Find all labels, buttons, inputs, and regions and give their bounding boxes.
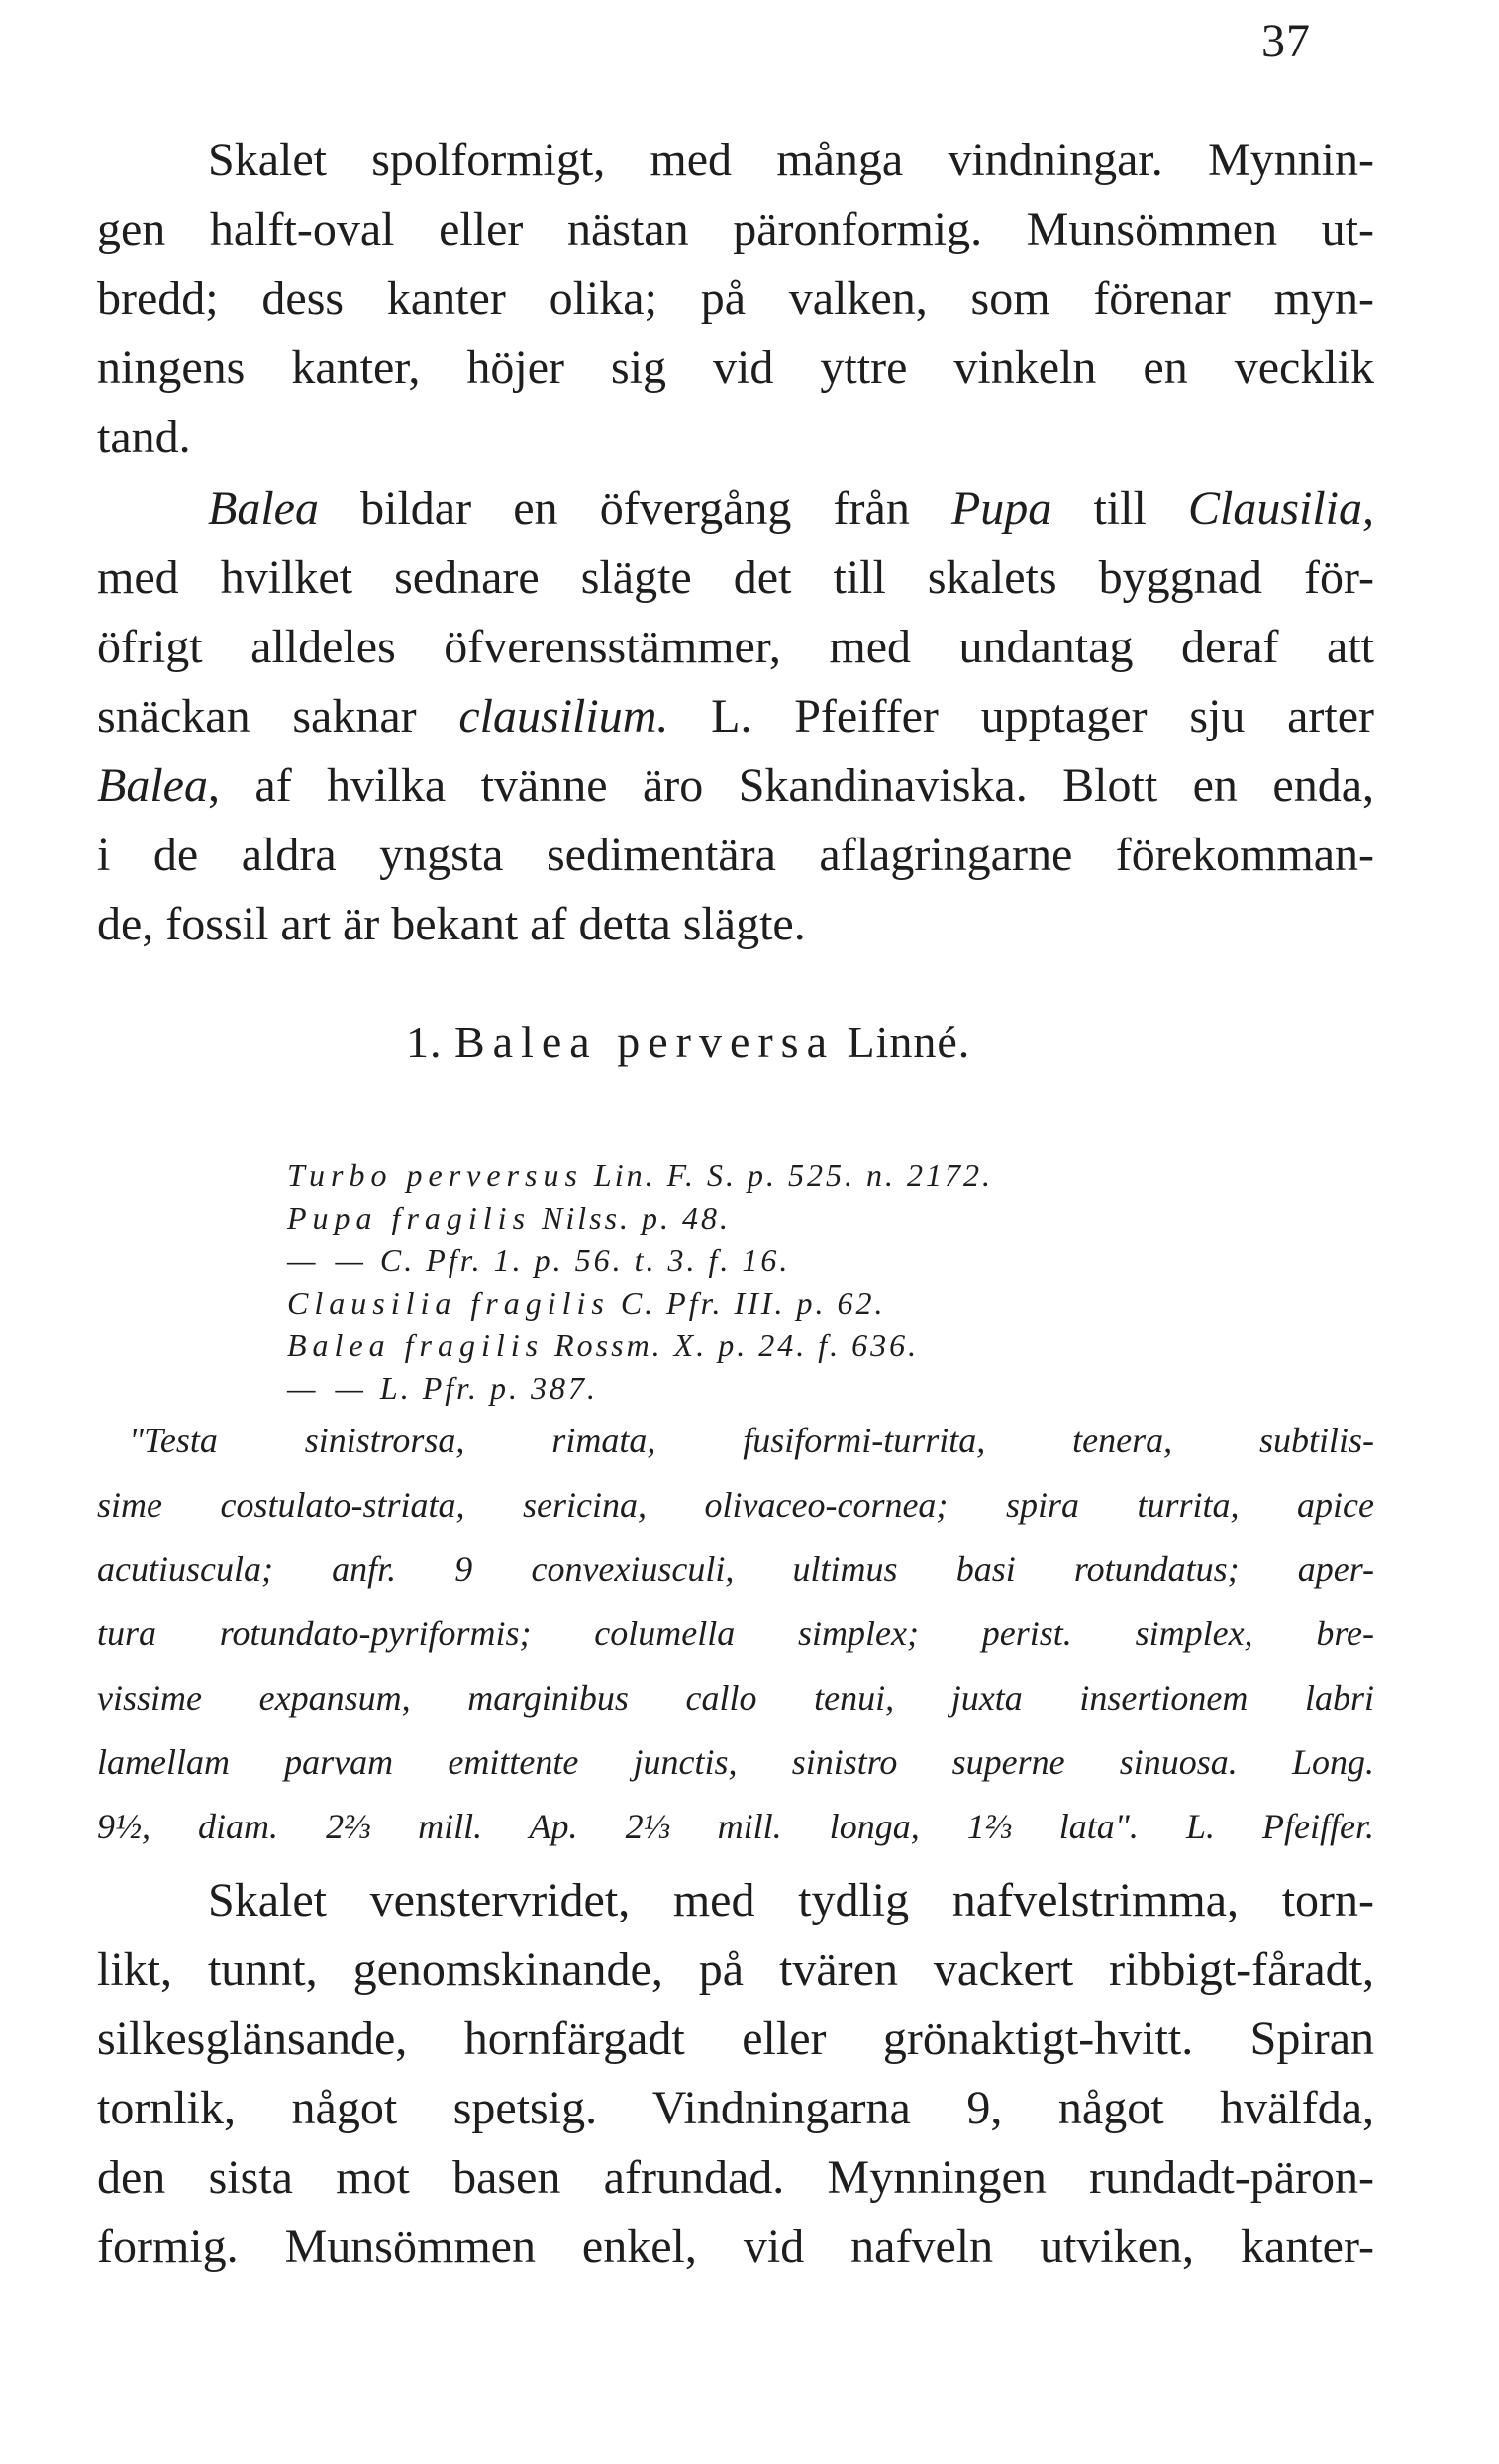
para2-line-4 — [97, 685, 1374, 748]
para2-text: bildar en öfvergång från — [318, 482, 951, 535]
synonym-line — [287, 1196, 731, 1239]
term-clausilium: clausilium. — [458, 690, 669, 742]
para3-line-3: silkesglänsande, hornfärgadt eller grönaktigt-hvitt. Spiran — [97, 2013, 1374, 2065]
para2-line-7: de, fossil art är bekant af detta slägte. — [97, 898, 806, 950]
synonym-ref: C. Pfr. III. p. 62. — [609, 1285, 886, 1321]
synonym-line — [287, 1281, 885, 1325]
latin-line-5: vissime expansum, marginibus callo tenui, juxta insertionem labri — [97, 1678, 1374, 1718]
para3-line-4: tornlik, något spetsig. Vindningarna 9, något hvälfda, — [97, 2082, 1374, 2134]
synonym-line — [287, 1238, 790, 1282]
para3-line-5: den sista mot basen afrundad. Mynningen rundadt-päron- — [97, 2151, 1374, 2204]
para2-line-2: med hvilket sednare slägte det till skalets byggnad för- — [97, 551, 1374, 604]
synonym-ref: Rossm. X. p. 24. f. 636. — [544, 1328, 920, 1363]
para2-text: till — [1051, 482, 1188, 535]
para3-line-6: formig. Munsömmen enkel, vid nafveln utviken, kanter- — [97, 2220, 1374, 2273]
synonym-ref: C. Pfr. 1. p. 56. t. 3. f. 16. — [368, 1242, 791, 1278]
species-name: Balea perversa — [454, 1017, 836, 1067]
latin-line-2: sime costulato-striata, sericina, olivaceo-cornea; spira turrita, apice — [97, 1485, 1374, 1525]
para1-line-1: Skalet spolformigt, med många vindningar. Mynnin- — [208, 134, 1374, 186]
para1-line-5: tand. — [97, 411, 191, 463]
synonym-ref: Lin. F. S. p. 525. n. 2172. — [582, 1157, 994, 1193]
para2-line-3: öfrigt alldeles öfverensstämmer, med undantag deraf att — [97, 621, 1374, 673]
latin-line-1: "Testa sinistrorsa, rimata, fusiformi-turrita, tenera, subtilis- — [129, 1421, 1374, 1460]
genus-balea: Balea — [208, 482, 319, 535]
para2-text: L. Pfeiffer upptager sju arter — [668, 690, 1375, 742]
latin-line-3: acutiuscula; anfr. 9 convexiusculi, ultimus basi rotundatus; aper- — [97, 1549, 1374, 1589]
para3-line-2: likt, tunnt, genomskinande, på tvären vackert ribbigt-fåradt, — [97, 1943, 1374, 1996]
genus-pupa: Pupa — [950, 482, 1052, 535]
synonym-ref: Nilss. p. 48. — [531, 1200, 732, 1235]
para1-line-2: gen halft-oval eller nästan päronformig. Munsömmen ut- — [97, 203, 1374, 255]
para2-line-6: i de aldra yngsta sedimentära aflagringarne förekomman- — [97, 829, 1374, 881]
latin-line-6: lamellam parvam emittente junctis, sinistro superne sinuosa. Long. — [97, 1742, 1374, 1782]
synonym-name: Clausilia fragilis — [287, 1285, 610, 1321]
species-number: 1. — [406, 1017, 443, 1067]
synonym-name: — — — [287, 1242, 369, 1278]
para1-line-4: ningens kanter, höjer sig vid yttre vinkeln en vecklik — [97, 342, 1374, 394]
species-author: Linné. — [847, 1017, 971, 1067]
synonym-name: Pupa fragilis — [287, 1200, 532, 1235]
latin-line-7: 9½, diam. 2⅔ mill. Ap. 2⅓ mill. longa, 1⅔ lata". L. Pfeiffer. — [97, 1807, 1374, 1846]
synonym-line — [287, 1153, 993, 1197]
species-heading — [406, 1016, 970, 1068]
synonym-ref: L. Pfr. p. 387. — [368, 1370, 599, 1406]
synonym-name: Turbo perversus — [287, 1157, 583, 1193]
genus-clausilia: Clausilia, — [1187, 482, 1375, 535]
para2-text: , af hvilka tvänne äro Skandinaviska. Blott en enda, — [207, 759, 1374, 812]
genus-balea: Balea — [97, 759, 208, 812]
para2-line-1 — [208, 477, 1374, 541]
page-number: 37 — [1261, 15, 1311, 67]
para2-line-5 — [97, 754, 1374, 818]
para3-line-1: Skalet venstervridet, med tydlig nafvelstrimma, torn- — [208, 1874, 1374, 1926]
synonym-name: Balea fragilis — [287, 1328, 545, 1363]
para1-line-3: bredd; dess kanter olika; på valken, som förenar myn- — [97, 272, 1374, 325]
synonym-line — [287, 1366, 598, 1410]
latin-line-4: tura rotundato-pyriformis; columella simplex; perist. simplex, bre- — [97, 1614, 1374, 1653]
synonym-name: — — — [287, 1370, 369, 1406]
para2-text: snäckan saknar — [97, 690, 459, 742]
synonym-line — [287, 1324, 919, 1367]
